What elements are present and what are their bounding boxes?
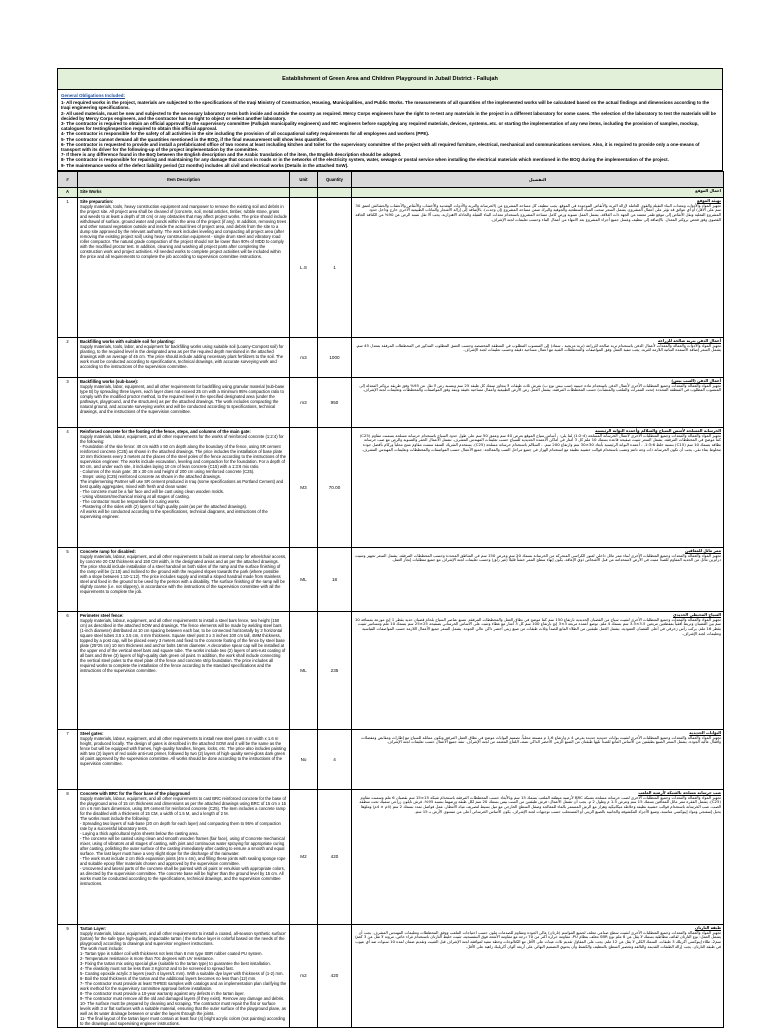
item-body: Supply materials, tools, heavy construction equipment and manpower to remove the existing soil and debris in the project site. All project area shall be cleaned of (concrete, soil, metal articles, timber, rubble stone, grass and weeds to at least a depth of 30 cm) or any obstacles that may affect project works. The price should include withdrawal of surface, ground water and ponds within the area of the project (if any). In addition, removing trees and other natural vegetation outside and inside the actual lines of project area, and debris from the site to a dump site approved by the relevant authority. The work includes leveling and compacting all project area (after removing the existing project soil) using heavy construction equipment - single drum steel and vibratory road roller compactor. The natural grade compaction of the project should not be lower than 90% of MDD to comply with the modified proctor test. In addition, cleaning and washing all project parts after completing the construction work and project activities. All needed works to complete project activities will be included within the price and all requirements to complete the job according to supervision committee instructions. — [80, 203, 288, 259]
item-number: 9 — [58, 924, 78, 1027]
boq-table — [57, 171, 724, 1028]
item-title-arabic: الخرسانة المسلحة لأسس السياج والسلالم وأعمدة البوابة الرئيسية — [595, 427, 721, 433]
col-header-description: Item Description — [78, 171, 290, 187]
item-quantity: 420 — [318, 789, 352, 924]
table-row — [58, 197, 724, 337]
col-header-quantity: Quantity — [318, 171, 352, 187]
item-quantity: 70.00 — [318, 427, 352, 547]
item-body: Supply materials, tools, labor, and equipment for backfilling works using suitable soil (Loamy-Compost soil) for planting, to the required level in the designated area as per the required depth mentioned in the attached drawings with an average of 45 cm. The price should include adding necessary plant fertilizers to the soil. The work must be conducted according to specifications, technical drawings, with accurate surveying work and according to the instructions of the supervision committee. — [80, 343, 284, 369]
item-title: Steel gates: — [80, 730, 104, 736]
table-row — [58, 924, 724, 1027]
general-obligation-item: 6- The contractor is requested to provide and install a prefabricated office of two rooms at least including kitchen and toilet for the supervisory committee of the project with all required furniture, electrical, mechanical and communications services. Also, it is required to provide only a one-means of transport with its driver for the following-up of the project implementation by the committee. — [61, 141, 700, 153]
general-obligation-item: 1- All required works in the project, materials are subjected to the specifications of the Iraqi Ministry of Construction, Housing, Municipalities, and Public Works. The measurements of all quantities of the implemented works will be calculated based on the actual findings and dimensions according to the Iraqi engineering specifications. — [61, 100, 710, 111]
item-body: Supply materials, labor, equipment, and all other requirements for backfilling using granular material (sub-base type B) by spreading three layers, each layer does not exceed 25 cm with a minimum 95% compaction ratio to comply with the modified proctor method, to the required level in the specified designated area (under the pathways, playground, and the structures) as per the attached drawings. The work includes compacting the natural ground, and accurate surveying works and will be conducted according to specifications, technical drawings, and the instructions of the supervision committee. — [80, 383, 285, 414]
item-title-arabic: طبقة التارتان — [694, 924, 721, 930]
item-description — [78, 377, 290, 427]
item-unit: L.S — [290, 197, 318, 337]
general-obligation-item: 8- The contractor is responsible for repairing and maintaining for any damage that occurs in roads or in the networks of the electricity system, water, sewage or postal service when installing the electrical materials which mentioned in the BOQ during the implementation of the project. — [61, 157, 669, 163]
item-quantity: 1 — [318, 197, 352, 337]
item-description-arabic — [352, 729, 724, 789]
item-body-arabic: تجهيز المواد والعمالة والمعدات وجميع المتطلبات الأخرى لأعمال الدفن باستخدام مادة حبيبية (سب بيس نوع ب) بفرش ثلاث طبقات لا يتجاوز سمك كل طبقة 25 سم وبنسبة رص لا تقل عن 95% وفق طريقة بروكتر المعدلة إلى المنسوب المطلوب في المنطقة المحددة (تحت الممرات والملعب والمنشآت) حسب المخططات المرفقة. يشمل العمل رص الأرض الطبيعية وأعمال مساحية دقيقة وينفذ وفق المواصفات والمخططات وتعليمات لجنة الإشراف. — [359, 382, 721, 393]
item-description-arabic — [352, 427, 724, 547]
item-title: Concrete ramp for disabled: — [80, 548, 136, 554]
boq-sheet — [57, 68, 723, 1028]
item-body-arabic: تجهيز المواد والأدوات ومعدات البناء الثقيلة والقوى العاملة لإزالة التربة والأنقاض الموجودة في الموقع. يجب تنظيف كل مساحة المشروع من (الخرسانة والتربة والأدوات المعدنية والأخشاب والأنقاض والأعشاب والحشائش لعمق 30 سم على الأقل) أو أي عوائق قد تؤثر على أعمال المشروع. يشمل السعر سحب المياه السطحية والجوفية والبرك ضمن مساحة المشروع (إن وجدت). بالإضافة إلى إزالة الأشجار والنباتات الطبيعية الأخرى خارج وداخل حدود المشروع الفعلية ونقل الأنقاض إلى موقع طمر معتمد من الجهة ذات العلاقة. يشمل العمل تسوية ورص كامل مساحة المشروع باستخدام معدات البناء الثقيلة والحادلة الاهتزازية. يجب ألا تقل نسبة الرص عن 90% من الكثافة الجافة القصوى وفق فحص بروكتر المعدل. بالإضافة إلى تنظيف وغسل جميع أجزاء المشروع بعد الانتهاء من أعمال البناء وحسب تعليمات لجنة الإشراف. — [355, 202, 721, 223]
item-title-arabic: تهيئة الموقع — [697, 197, 721, 203]
item-title-arabic: أعمال الدفن بتربة صالحة للزراعة — [657, 337, 721, 343]
item-body: Supply materials, labour, equipment, and all other requirements to install a steel bars fence, two height (150 cm) as described in the attached SOW and drawings. The fence elements will be made by welding steel bars (1-inch diameter) distributed at 10 cm spacing between each bar, to be connected horizontally by 2 horizontal square steel tubes 3.5 x 3.5 cm, 4 mm thickness. Square steel post 3 x 3 inches 100 cm tall, 4MM thickness, topped by a post cap, will be placed every 3 meters and fixed to the concrete footing of the fence by steel base plate (25*25 cm) 10 mm thickness and anchor bolts 16mm diameter. A decorative spear cap will be installed at the upper end of the vertical steel bars and square tube. The works include two (2) layers of anti-rust coating of all bars and three (3) layers of high-quality dark green oil paint. In addition, the work shall include connecting the vertical steel poles to the steel plate of the fence and concrete strip foundation. The price includes all required works to complete the installation of the fence according to the standard specifications and the instructions of the supervision committee. — [80, 617, 286, 673]
item-description-arabic — [352, 547, 724, 611]
item-description-arabic — [352, 611, 724, 729]
item-quantity: 950 — [318, 377, 352, 427]
item-body-arabic: تجهيز المواد والعمالة والمعدات وجميع المتطلبات الأخرى لتثبيت سياج من القضبان الحديدية بارتفاع 150 سم كما موضح في نطاق العمل والمخططات المرفقة. تصنع عناصر السياج بلحام قضبان حديد بقطر 1 إنج موزعة بمسافة 10 سم بين القضبان وتربط أفقياً بمقطعين مربعين 3.5×3.5 سم بسمك 4 ملم. توضع أعمدة مربعة 3×3 إنج بارتفاع 100 سم كل 3 أمتار مع غطاء وتثبت على الأساس الخرساني بصفيحة 25×25 سم بسمك 10 ملم ومسامير تثبيت بقطر 16 ملم. يركب رأس زخرفي في أعلى القضبان العمودية. يشمل العمل طبقتين من الطلاء المانع للصدأ وثلاث طبقات من صبغ زيتي أخضر داكن عالي الجودة. يشمل السعر جميع الأعمال اللازمة حسب المواصفات القياسية وتعليمات لجنة الإشراف. — [354, 616, 721, 637]
item-title: Backfilling works (sub-base): — [80, 378, 139, 384]
item-quantity: 235 — [318, 611, 352, 729]
general-obligation-item: 7- If there is any difference found in the BoQ between the English description and the Arabic translation of the item, the English description should be adopted. — [61, 152, 402, 158]
item-unit: m2 — [290, 924, 318, 1027]
general-obligations-heading: General Obligations Included: — [61, 93, 126, 98]
general-obligations-list — [61, 100, 719, 168]
table-row — [58, 789, 724, 924]
table-row — [58, 427, 724, 547]
section-code: A — [58, 187, 78, 197]
item-body-arabic: تجهيز المواد والعمالة والمعدات وجميع المتطلبات الأخرى لبناء ممر مائل داخلي لعبور الكراسي المتحركة من الخرسانة بسمك 20 سم وعرض 150 سم في المناطق المحددة وحسب المخططات المرفقة. يشمل السعر تجهيز وتثبيت درابزين مائل من الحديد المقاوم للصدأ مثبت في الأرض لاستخدامه من قبل الأشخاص ذوي الإعاقة. يكون إنهاء سطح الممر خشناً قليلاً (غير زلق) وحسب تعليمات لجنة الإشراف مع جميع متطلبات إنجاز العمل. — [355, 552, 721, 563]
item-quantity: 18 — [318, 547, 352, 611]
item-number: 8 — [58, 789, 78, 924]
item-title-arabic: ممر مائل للمعاقين — [685, 547, 721, 553]
general-obligation-item: 4- The contractor is responsible for the safety of all activities in the site including the provision of all occupational safety requirements for all employees and workers (PPE). — [61, 131, 430, 137]
item-number: 4 — [58, 427, 78, 547]
item-description — [78, 337, 290, 377]
col-header-num: # — [58, 171, 78, 187]
item-unit: M3 — [290, 427, 318, 547]
item-body: Supply materials, labour, equipment, and all other requirements to build an internal ramp for wheelchair access, by concrete 20 CM thickness and 150 CM width, in the designated areas and as per the attached drawings. The price should include installation of a steel handrail on both sides of the ramp and the surface finishing of the ramp will be (1:10) and inclined to the ground with the required slopes towards the park (where possible with a slope between 1:10-1:12). The price includes supply and install a sloped handrail made from stainless steel and fixed in the ground to be used by the person with a disability. The surface finishing of the ramp will be slightly coarse (i.e. not slippery), in accordance with the instructions of the supervision committee with all the requirements to complete the job. — [80, 553, 287, 594]
section-row — [58, 187, 724, 197]
item-unit: M2 — [290, 789, 318, 924]
item-body: Supply materials, labour, equipment, and all other requirements to install new steel gates 4 m width x 1.6 m height, produced locally. The design of gates is described in the attached SOW and it will be the same as the fence but will be equipped with frames, high-quality handles, hinges, locks, etc. The price also includes painting with two (2) layers of red oxide anti-rust primer, followed by two (2) layers of high-quality semi-gloss dark green oil paint approved by the supervision committee. All works should be done according to the instructions of the supervision committee. — [80, 735, 286, 766]
item-number: 5 — [58, 547, 78, 611]
general-obligation-item: 3- The contractor is required to obtain an official approval by the supervisory committee (Fallujah municipality engineers) and MC engineers before supplying any required materials, devices, systems..etc. or starting the implementation of any new items, including the provision of samples, mockup, catalogues for testing/inspection required to obtain this official approval. — [61, 121, 699, 132]
item-body-arabic: تجهيز المواد والأدوات والعمالة والمعدات لأعمال الدفن باستخدام تربة صالحة للزراعة (تربة مزيجية - سماد) إلى المنسوب المطلوب في المنطقة المخصصة وحسب العمق المطلوب المذكور في المخططات المرفقة بمعدل 45 سم. يشمل السعر إضافة الأسمدة النباتية اللازمة للتربة. يجب تنفيذ العمل وفق المواصفات والمخططات الفنية مع أعمال مساحية دقيقة وحسب تعليمات لجنة الإشراف. — [355, 342, 721, 353]
item-description — [78, 789, 290, 924]
item-title: Reinforced concrete for the footing of the fence, steps, and columns of the main gate: — [80, 428, 251, 434]
table-row — [58, 337, 724, 377]
item-number: 1 — [58, 197, 78, 337]
item-number: 3 — [58, 377, 78, 427]
item-unit: ML — [290, 611, 318, 729]
item-body-arabic: تجهيز المواد والعمالة والمعدات وجميع المتطلبات الأخرى لتثبيت سطح صناعي مغلف لجميع المواسم (تارتان) عالي الجودة ومقاوم للصدمات ملون حسب احتياجات الملعب ووفق المخططات وتعليمات المهندس المشرف. يجب أن يشمل العمل: نوع التارتان لفائف مطاطية بسمك لا يقل عن 8 ملم نوع SBR مغلف بنظام PU، مقاومة حرارة أكثر من 70 درجة مع مقاومة الأشعة فوق البنفسجية، تثبيت خليط التارتان باستخدام غراء خاص، مرونة لا تقل عن 3 كغم/سم2، طلاء إيبوكسي أكريلك 3 طبقات، السمك الكلي لا يقل عن 12 ملم. يجب على المقاول تقديم ثلاث عينات على الأقل مع الكتالوجات وخطة تنفيذ لموافقة لجنة الإشراف قبل التثبيت وتقديم ضمان لمدة 10 سنوات ضد أي عيوب في طبقة التارتان. يجب إزالة الطبقات القديمة والتالفة وتحضير السطح بالتنظيف والكشط وأن يحتوي التصميم النهائي على أربعة ألوان أكريليك زاهية على الأقل. — [354, 929, 721, 950]
item-title: Backfilling works with suitable soil for planting: — [80, 338, 175, 344]
item-number: 6 — [58, 611, 78, 729]
general-obligation-item: 2- All used materials, must be new and subjected to the necessary laboratory tests both inside and outside the country as required. Mercy Corps engineers have the right to re-test any materials in the project in a different laboratory for some cases. The selection of the laboratory to test the materials will be decided by Mercy Corps engineers, and the contractor has no right to object or select another laboratory. — [61, 110, 717, 121]
item-description-arabic — [352, 337, 724, 377]
item-quantity: 4 — [318, 729, 352, 789]
item-body: Supply materials, labour, equipment, and all other requirements for the works of reinforced concrete (1:2:4) for the following: - Foundation of the site fence: 40 cm width x 50 cm depth along the boundary of the fence, using SR cement reinforced concrete (C25) as shown in the attached drawings. The price includes the installation of base plate 10 mm thickness every 3 meters at the places of the steel poles of the fence according to the instructions of the supervision engineer. The works include excavation, leveling and compaction for the foundation. For a depth of 50 cm, and under each site, it includes laying 10 cm of lean concrete (C15) with a 1:3:6 mix ratio. - Columns of the main gate: 30 x 30 cm and height of 200 cm using reinforced concrete (C25). - Steps: using (C25) reinforced concrete as shown in the attached drawings. The implementing Partner will use SR cement produced in Iraq (some specifications as Portland Cement) and best quality aggregates, mixed with fresh and clean water. - The concrete must be a fair face and will be cast using clean wooden molds. - Using vibrators/mechanical mixing at all stages of casting. - The contractor must be responsible for curing works. - Plastering of the sides with (2) layers of high quality paint (as per the attached drawings). All works will be conducted according to the specifications, technical diagrams, and instructions of the supervising engineer. — [80, 433, 286, 519]
item-description — [78, 547, 290, 611]
item-description-arabic — [352, 197, 724, 337]
item-title-arabic: البوابات الحديدية — [689, 729, 721, 735]
item-description-arabic — [352, 924, 724, 1027]
item-body: Supply materials, labour, equipment, and all other requirements to install a coated, all-season synthetic surface' (tartan) for the safe type high-quality, impactable tartan ( the surface layer is colorful based on the needs of the playground) according to drawings and supervisor engineer instructions. The work must include: 1- Tartan type is rubber coil with thickness not less than 8 mm type SBR rubber coated PU system. 2- Temperature resistance is more than 70c degrees with UV resistance. 3- Fixing the tartan mix using special glue (suitable to the tartan type) to guarantee the best installation. 4- The elasticity must not be less than 3 Kg/cm2 and to be screened to spread fast. 5- Coating epoxide acrylic 3 layers (each 4 layers/1 mm). With a suitable dye layer with thickness of (1-2) mm. 6- Boil the total thickness of the tartan and the additional layers becomes no less than (12) mm. 7- The contractor must provide at least THREE samples with catalogs and an implementation plan clarifying the work method for the supervisory committee approval before installation. 8- The contractor must provide a 10-year warranty against any defects in the tartan layer. 9- The contractor must remove all the old and damaged layers (if they exist). Remove any damage and debris. 10- The surface must be prepared by cleaning and scraping. The contractor must repair the flat or surface levels with 3 or flat surfaces with a suitable material, ensuring that the outer surface of the playground plane, as well as its water drainage between or under the layers through the joints. 11- The final layout of the tartan layer must contain at least four (4) bright acrylic colors (not painting) according to the drawings and supervising engineer instructions. — [80, 930, 287, 1026]
item-description — [78, 729, 290, 789]
item-title: Tartan Layer: — [80, 925, 107, 931]
item-description — [78, 611, 290, 729]
item-quantity: 1000 — [318, 337, 352, 377]
general-obligation-item: 9- The maintenance works of the defect liability period (12 months) includes all civil and electrical works (Details in the attached SoW). — [61, 162, 349, 168]
item-number: 7 — [58, 729, 78, 789]
item-unit: m3 — [290, 337, 318, 377]
general-obligations — [57, 90, 723, 171]
item-description-arabic — [352, 377, 724, 427]
table-header-row — [58, 171, 724, 187]
item-number: 2 — [58, 337, 78, 377]
table-row — [58, 547, 724, 611]
col-header-unit: Unit — [290, 171, 318, 187]
item-description-arabic — [352, 789, 724, 924]
item-title-arabic: صب خرسانة مسلحة بالشبكة لأرضية الملعب — [638, 789, 721, 795]
item-title-arabic: السياج المحيطي الحديدي — [673, 611, 721, 617]
item-body: Supply materials, labour, equipment, and all other requirements to cast BRC reinforced concrete for the base of the playground area of 15 cm thickness and dimensions as per the attached drawings using BRC of 15 cm x 15 cm x 6 mm bars dimension, using SR cement for reinforced concrete (C25). The item includes a concrete ramp for the disabled with a thickness of 15 CM, a width of 1.5 M, and a length of 2 M. The works must include the following: - Spreading two layers of sub-base (20 cm depth for each layer) and compacting them to 95% of compaction rate by a successful laboratory tests. - Laying a thick agricultural nylon sheets below the casting area. - The concrete will be casted using clean and smooth wooden frames (fair face), using of Concrete mechanical mixer, using of vibrators at all stages of casting, with joint and continuous water spraying for appropriate curing after casting, polishing the outer surface of the casting immediately after casting to ensure a smooth and equal surface. The last layer must have a very slight slope for the discharge of the rainwater. - The work must include 2 cm thick expansion joints (4m x 4m), and filling these joints with sealing sponge rope and suitable epoxy filler materials chosen and approved by the supervision committee. - Uncovered and lateral parts of the concrete shall be painted with oil paint or emulsion with appropriate colors, as directed by the supervision committee. The concrete base will be higher than the ground level by 15 cm. All works must be conducted according to the specifications, technical drawings, and the supervision committee instructions. — [80, 795, 287, 886]
item-quantity: 420 — [318, 924, 352, 1027]
item-unit: m3 — [290, 377, 318, 427]
table-row — [58, 729, 724, 789]
item-title: Concrete with BRC for the floor base of the playground — [80, 790, 190, 796]
item-unit: No — [290, 729, 318, 789]
item-title: Perimeter steel fence: — [80, 612, 124, 618]
item-body-arabic: تجهيز المواد والعمالة والمعدات وجميع المتطلبات الأخرى لأعمال الخرسانة المسلحة (1:2:4) لما يلي: - أساس سياج الموقع بعرض 40 سم وعمق 50 سم على طول حدود السياج باستخدام خرسانة مسلحة بسمنت مقاوم (C25) كما موضح في المخططات المرفقة. يشمل السعر تثبيت صفيحة قاعدة بسمك 10 ملم كل 3 أمتار في أماكن الأعمدة الحديدية للسياج حسب تعليمات المهندس المشرف. تشمل الأعمال الحفر والتسوية والرص مع صب خرسانة نظافة بسمك 10 سم (C15) بنسبة خلط 1:3:6. - أعمدة البوابة الرئيسية بأبعاد 30×30 سم وارتفاع 200 سم. - السلالم باستخدام خرسانة مسلحة (C25). يستخدم الشريك المنفذ سمنت مقاوم منتج محلياً وركام بأفضل جودة مخلوط بماء نقي. يجب أن تكون الخرسانة ذات وجه ناعم وتصب باستخدام قوالب خشبية نظيفة مع استخدام الهزاز في جميع مراحل الصب والمعالجة. جميع الأعمال حسب المواصفات والمخططات وتعليمات المهندس المشرف. — [359, 432, 721, 453]
item-description — [78, 427, 290, 547]
general-obligation-item: 5- The contractor cannot demand all the quantities mentioned in the BOQ, if the final measurement will show less quantities. — [61, 136, 328, 142]
item-unit: ML — [290, 547, 318, 611]
item-body-arabic: تجهيز المواد والعمالة والمعدات وجميع المتطلبات الأخرى لتثبيت بوابات حديدية جديدة بعرض 4 م وارتفاع 1.6 م مصنعة محلياً. تصميم البوابات موضح في نطاق العمل المرفق وتكون مماثلة للسياج مع إطارات ومقابض ومفصلات وأقفال عالية الجودة. يشمل السعر الصبغ بطبقتين من الأساس المانع للصدأ تليها طبقتان من الصبغ الزيتي الأخضر الداكن نصف اللماع المعتمد من لجنة الإشراف. تنفذ جميع الأعمال حسب تعليمات لجنة الإشراف. — [361, 734, 721, 745]
col-header-arabic: التفصيل — [352, 171, 724, 187]
table-row — [58, 377, 724, 427]
item-description — [78, 924, 290, 1027]
item-title: Site preparation: — [80, 198, 114, 204]
section-title-arabic: اعمال الموقع — [352, 187, 724, 197]
section-title: Site Works — [78, 187, 290, 197]
item-body-arabic: تجهيز المواد والعمالة والمعدات وجميع المتطلبات الأخرى لصب خرسانة مسلحة بشبكة BRC لأرضية منطقة الملعب بسمك 15 سم وبالأبعاد حسب المخططات المرفقة باستخدام شبكة 15×15 سم بقضبان 6 ملم وسمنت مقاوم (C25). يشمل الفقرة ممر مائل للمعاقين بسمك 15 سم وعرض 1.5 م وطول 2 م. يجب أن تشمل الأعمال: فرش طبقتين من السب بيس بسمك 20 سم لكل طبقة ورصهما بنسبة 95%، فرش نايلون زراعي سميك تحت منطقة الصب، صب الخرسانة باستخدام قوالب خشبية نظيفة وخلاطة ميكانيكية وهزاز مع الرش المستمر بالماء للمعالجة وصقل السطح الخارجي مع ميل بسيط لتصريف مياه الأمطار، عمل فواصل تمدد بسمك 2 سم (4م × 4م) وملؤها بحبل إسفنجي ومواد إيبوكسي مناسبة، وصبغ الأجزاء المكشوفة والجانبية بالصبغ الزيتي أو المستحلب حسب توجيهات لجنة الإشراف. يكون الأساس الخرساني أعلى من مستوى الأرض بـ 15 سم. — [359, 794, 721, 815]
item-title-arabic: أعمال الدفن (السب بيس) — [671, 377, 721, 383]
document-title: Establishment of Green Area and Children Playground in Jubail District - Fallujah — [57, 68, 723, 90]
item-description — [78, 197, 290, 337]
table-row — [58, 611, 724, 729]
